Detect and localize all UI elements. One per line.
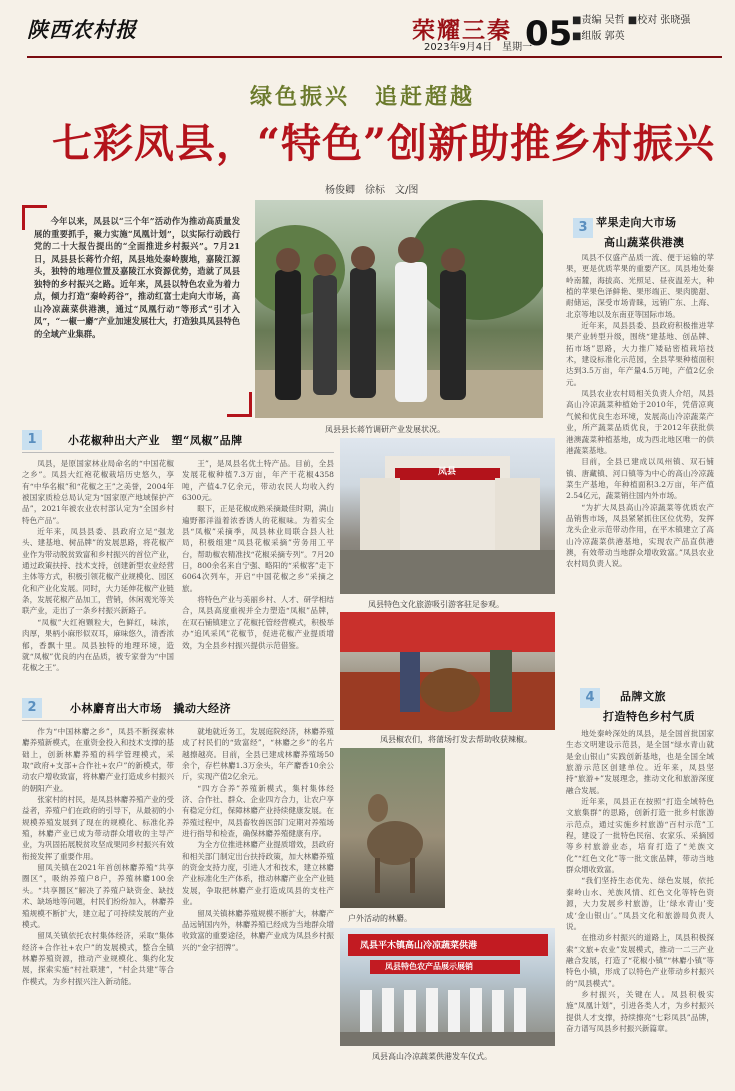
masthead-rule (27, 56, 722, 58)
intro-box (22, 205, 252, 417)
paragraph: 凤县农业农村局相关负责人介绍，凤县高山冷凉蔬菜种植始于2010年，凭借凉爽气候和优良生态环境，发展高山冷凉蔬菜产业，所产蔬菜品质优良，于2012年获批供港澳蔬菜种植基地，成为西北地区唯一的供港蔬菜基地。 (566, 389, 714, 455)
paragraph: 王”，是凤县名优土特产品。目前，全县发展花椒种植7.3万亩，年产干花椒4358吨，产值4.7亿余元，带动农民人均收入约6300元。 (182, 459, 334, 503)
credits-line: ■组版 郭英 (572, 31, 625, 42)
paragraph: 为全方位推进林麝产业提质增效，县政府和相关部门制定出台扶持政策，加大林麝养殖的资金支持力度，引进人才和技术，建立林麝产业标准化生产体系，推动林麝产业全产业链发展，争取把林麝产业打造成凤县的支柱产业。 (182, 840, 334, 907)
section-4-body (566, 728, 714, 1058)
section-1-body-left (22, 458, 174, 708)
section-number-1: 1 (22, 430, 42, 450)
section-1-body-right (182, 458, 334, 708)
photo-caption: 凤县椒农们，将蒲场打发去帮助收获辣椒。 (380, 735, 532, 744)
section-rule (22, 720, 334, 721)
masthead (0, 0, 735, 54)
paragraph: 眼下，正是花椒成熟采摘最佳时期，满山遍野都洋溢着浓香诱人的花椒味。为着实全县“凤椒”采摘季，凤县林业局联合县人社局，积极组建“凤县花椒采摘”劳务用工平台，帮助椒农精准找“花椒采摘专列”。7月20日，800余名来自宁强、略阳的“采椒客”走下6064次列车，开启“中国花椒之乡”采摘之旅。 (182, 504, 334, 593)
publication-date: 2023年9月4日 星期一 (424, 42, 533, 53)
paragraph: 凤县不仅盛产品质一流、便于运输的苹果，更是优质苹果的重要产区。凤县地处秦岭南麓，海拔高、光照足、昼夜温差大，种植的苹果色泽鲜艳、果形端正、果肉脆甜、耐储运，深受市场青睐，远销广东、上海、北京等地以及东南亚等国际市场。 (566, 253, 714, 319)
section-number-3: 3 (573, 218, 593, 238)
intro-text: 今年以来，凤县以“三个年”活动作为推动高质量发展的重要抓手，聚力实施“凤凰计划”，以实际行动践行党的二十大报告提出的“全面推进乡村振兴”。7月21日，凤县县长蒋竹介绍，凤县地处秦岭腹地，嘉陵江源头，独特的地理位置及嘉陵江水资源优势，造就了凤县独特的乡村振兴之路。近年来，凤县以特色农业为着力点，倾力打造“秦岭药谷”，推动红富士走向大市场，高山冷凉蔬菜供港澳，通过“凤凰行动”等形式“引才入凤”，“一椒一麝”产业加速发展壮大，打造独具凤县特色的全域产业集群。 (34, 216, 240, 339)
paragraph: 张家村的村民，是凤县林麝养殖产业的受益者，养殖户们在政府的引导下，从最初的小规模养殖发展到了现在的规模化、标准化养殖，林麝产业已成为带动群众增收的主导产业，为巩固拓展脱贫攻坚成果同乡村振兴有效衔接发挥了重要作用。 (22, 795, 174, 861)
paragraph: 近年来，凤县县委、县政府积极推进苹果产业转型升级，围绕“建基地、创品牌、拓市场”思路，大力推广矮砧密植栽培技术，建设标准化示范园，全县苹果种植面积达到3.5万亩，年产量4.5万吨，产值2亿余元。 (566, 321, 714, 387)
photo-cultural-tourism (340, 438, 555, 594)
photo-illustration (340, 612, 555, 730)
paragraph: “四方合养”养殖新模式，集村集体经济、合作社、群众、企业四方合力，让农户享有稳定分红，保障林麝产业持续健康发展。在养殖过程中，凤县畜牧兽医部门定期对养殖场进行指导和检查，确保林麝养殖健康有序。 (182, 783, 334, 839)
kicker: 绿色振兴 追赶超越 (250, 84, 476, 110)
photo-officials-inspection (255, 200, 543, 418)
headline: 七彩凤县，“特色”创新助推乡村振兴 (52, 120, 716, 167)
photo-caption: 凤县县长蒋竹调研产业发展状况。 (325, 425, 445, 434)
photo-caption: 户外活动的林麝。 (348, 914, 412, 923)
photo-vegetable-launch-ceremony (340, 928, 555, 1046)
page-number: 05 (525, 14, 573, 54)
byline: 杨俊卿 徐标 文/图 (325, 185, 419, 196)
paragraph: 在推动乡村振兴的道路上，凤县积极探索“文旅+农业”发展模式，推动一二三产业融合发展，打造了“花椒小镇”“林麝小镇”等特色小镇，形成了以特色产业带动乡村振兴的“凤县模式”。 (566, 933, 714, 988)
credits-line: ■责编 吴哲 ■校对 张晓强 (572, 15, 691, 26)
paragraph: 留凤关镇林麝养殖规模不断扩大，林麝产品远销国内外，林麝养殖已经成为当地群众增收致富的重要途径，林麝产业成为凤县乡村振兴的“金字招牌”。 (182, 908, 334, 952)
section-2-title: 小林麝育出大市场 撬动大经济 (70, 702, 231, 715)
section-4-subtitle: 打造特色乡村气质 (603, 710, 695, 723)
paragraph: 近年来，凤县正在按照“打造全域特色文旅集群”的思路，创新打造一批乡村旅游示范点，通过实施乡村旅游“百村示范”工程，建设了一批特色民宿、农家乐、采摘园等乡村旅游业态，培育打造了“羌族文化”“红色文化”等一批文旅品牌，带动当地群众增收致富。 (566, 797, 714, 875)
section-3-title: 苹果走向大市场 (596, 216, 677, 229)
section-2-body-left (22, 726, 174, 1082)
photo-illustration (340, 748, 445, 908)
photo-musk-deer (340, 748, 445, 908)
paragraph: 地处秦岭深处的凤县，是全国首批国家生态文明建设示范县，是全国“绿水青山就是金山银山”实践创新基地，也是全国全域旅游示范区创建单位。近年来，凤县坚持“旅游+”发展理念，推动文化和旅游深度融合发展。 (566, 729, 714, 795)
section-4-title: 品牌文旅 (620, 690, 666, 703)
paragraph: 乡村振兴，关键在人。凤县积极实施“凤凰计划”，引进各类人才，为乡村振兴提供人才支撑，持续擦亮“七彩凤县”品牌，奋力谱写凤县乡村振兴新篇章。 (566, 989, 714, 1033)
photo-illustration (255, 200, 543, 418)
section-number-2: 2 (22, 698, 42, 718)
paragraph: 凤县，是原国家林业局命名的“中国花椒之乡”。凤县大红袍花椒栽培历史悠久，享有“中华名椒”和“花椒之王”之美誉，2004年被国家质检总局认定为“国家原产地域保护产品”，2021年被农业农村部认定为“全国乡村特色产品”。 (22, 459, 174, 525)
paragraph: 就地就近务工，发展庭院经济，林麝养殖成了村民们的“致富经”，“林麝之乡”的名片越擦越亮。目前，全县已建成林麝养殖场50余个，存栏林麝1.3万余头，年产麝香10余公斤，实现产值2亿余元。 (182, 727, 334, 782)
paragraph: 留凤关镇依托农村集体经济，采取“集体经济+合作社+农户”的发展模式，整合全镇林麝养殖资源，推动产业规模化、集约化发展，探索实施“村社联建”，“村企共建”等合作模式，为乡村振兴注入新动能。 (22, 931, 174, 986)
paragraph: 目前，全县已建成以凤州镇、双石铺镇、唐藏镇、河口镇等为中心的高山冷凉蔬菜生产基地，年种植面积3.2万亩，年产值2.54亿元，蔬菜销往国内外市场。 (566, 457, 714, 501)
paragraph: 作为“中国林麝之乡”，凤县不断探索林麝养殖新模式，在重资金投入和技术支撑的基础上，创新林麝养殖的科学管理模式，采取“政府+支部+合作社+农户”的新模式，带动农户增收致富，将林麝产业打造成乡村振兴的朝阳产业。 (22, 727, 174, 793)
paragraph: “我们坚持生态优先、绿色发展，依托秦岭山水、羌族风情、红色文化等特色资源，大力发展乡村旅游，让‘绿水青山’变成‘金山银山’。”凤县文化和旅游局负责人说。 (566, 876, 714, 931)
photo-caption: 凤县特色文化旅游吸引游客驻足参观。 (368, 600, 504, 609)
section-number-4: 4 (580, 688, 600, 708)
section-3-body (566, 252, 714, 672)
section-name: 荣耀三秦 (412, 17, 512, 44)
paragraph: “为扩大凤县高山冷凉蔬菜等优质农产品销售市场，凤县紧紧抓住区位优势，发挥龙头企业示范带动作用，在平木镇建立了高山冷凉蔬菜供港基地，实现农产品直供港澳，有效带动当地群众增收致富。”凤县农业农村局负责人说。 (566, 502, 714, 569)
section-1-title: 小花椒种出大产业 塑“凤椒”品牌 (68, 434, 243, 447)
banner-text: 凤县 (438, 467, 457, 477)
corner-bracket (227, 392, 252, 417)
section-2-body-right (182, 726, 334, 1082)
photo-pepper-harvest (340, 612, 555, 730)
paragraph: 将特色产业与美丽乡村、人才、研学相结合，凤县高度重视并全力塑造“凤椒”品牌，在双石铺镇建立了花椒托管经营模式，积极举办“追风采风”花椒节，促进花椒产业提质增效，为全县乡村振兴提供示范借鉴。 (182, 595, 334, 650)
paragraph: 近年来，凤县县委、县政府立足“强龙头、建基地、树品牌”的发展思路，将花椒产业作为带动脱贫致富和乡村振兴的首位产业，通过政策扶持、技术支持，创建新型农业经营主体等方式，积极引领花椒产业规模化、园区化和产业化发展。同时，大力延伸花椒产业链条，发展花椒产品加工，营销，休闲观光等关联产业，走出了一条乡村振兴新路子。 (22, 527, 174, 616)
paragraph: 留凤关镇在2021年首创林麝养殖“共享圈区”，吸纳养殖户8户，养殖林麝100余头。“共享圈区”解决了养殖户缺资金、缺技术、缺场地等问题，村民们纷纷加入，林麝养殖规模不断扩大，建立起了可持续发展的产业模式。 (22, 863, 174, 929)
photo-caption: 凤县高山冷凉蔬菜供港发车仪式。 (372, 1052, 492, 1061)
section-3-subtitle: 高山蔬菜供港澳 (604, 236, 685, 249)
paragraph: “凤椒”大红袍颗粒大，色鲜红，味浓，肉厚，果柄小麻形似双耳，麻味悠久，清香浓郁，香飘十里。凤县独特的地理环境，造就“凤椒”优良的内在品质，被专家誉为“中国花椒之王”。 (22, 617, 174, 673)
photo-illustration (340, 438, 555, 594)
newspaper-brand: 陕西农村报 (27, 17, 137, 42)
editor-credits (572, 13, 690, 45)
section-rule (22, 452, 334, 453)
banner-text: 凤县特色农产品展示展销 (385, 961, 473, 971)
banner-text: 凤县平木镇高山冷凉蔬菜供港 (360, 941, 478, 951)
